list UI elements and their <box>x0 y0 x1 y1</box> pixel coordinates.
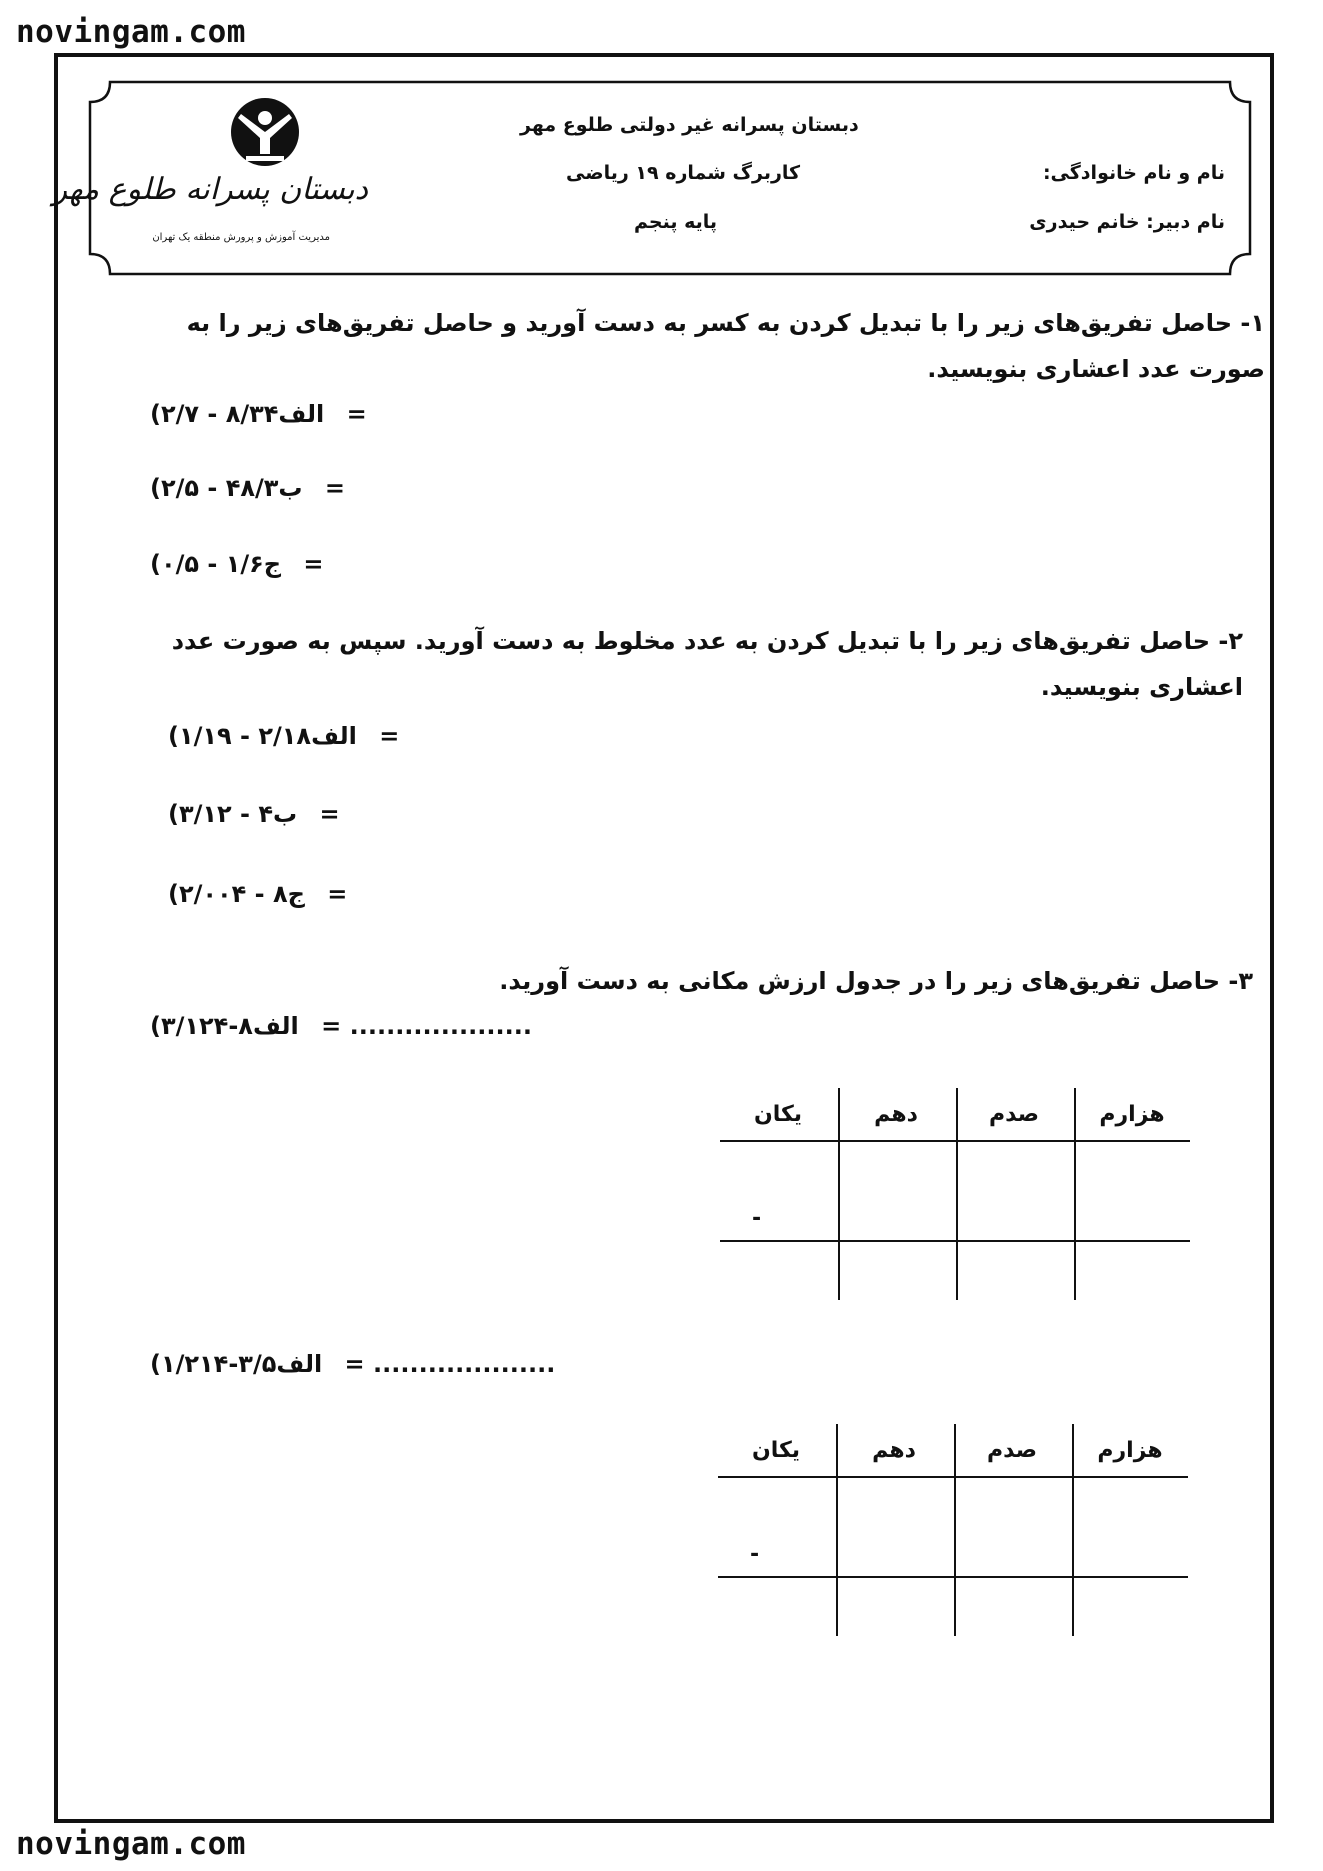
watermark-top: novingam.com <box>16 14 246 50</box>
item-label: (ب <box>150 474 303 502</box>
table-column-divider <box>954 1424 956 1636</box>
table-column-divider <box>956 1088 958 1300</box>
header-units: یکان <box>753 1102 803 1127</box>
watermark-bottom: novingam.com <box>16 1826 246 1862</box>
worksheet-title: کاربرگ شماره ۱۹ ریاضی <box>566 162 801 184</box>
item-label: (ج <box>168 880 305 908</box>
table-rule <box>720 1140 1190 1142</box>
question-3-text: ۳- حاصل تفریق‌های زیر را در جدول ارزش مکانی به دست آورید. <box>499 967 1253 995</box>
logo-name: دبستان پسرانه طلوع مهر <box>52 172 368 207</box>
student-name-label: نام و نام خانوادگی: <box>1042 162 1225 184</box>
grade-label: پایه پنجم <box>634 211 718 233</box>
item-label: (الف <box>168 722 357 750</box>
q2-item-c <box>168 880 347 908</box>
table-rule <box>720 1240 1190 1242</box>
header-units: یکان <box>751 1438 801 1463</box>
teacher-label: نام دبیر: خانم حیدری <box>1029 211 1225 233</box>
header-thousandths: هزارم <box>1099 1102 1165 1127</box>
q2-item-a <box>168 722 399 750</box>
logo-subtitle: مدیریت آموزش و پرورش منطقه یک تهران <box>152 232 330 243</box>
item-expression: ۴۸/۳ - ۲/۵ = <box>160 474 346 502</box>
header-tenths: دهم <box>874 1102 918 1127</box>
school-title: دبستان پسرانه غیر دولتی طلوع مهر <box>520 114 859 136</box>
table-rule <box>718 1476 1188 1478</box>
question-2-text: ۲- حاصل تفریق‌های زیر را با تبدیل کردن به عدد مخلوط به دست آورید. سپس به صورت عدد اعشاری بنویسید. <box>171 627 1243 701</box>
item-label: (الف <box>150 1350 323 1378</box>
item-expression: ۴ - ۳/۱۲ = <box>178 800 340 828</box>
q3-item-b <box>150 1350 555 1378</box>
item-expression: ۱/۶ - ۰/۵ = <box>160 550 324 578</box>
table-column-divider <box>836 1424 838 1636</box>
header-tenths: دهم <box>872 1438 916 1463</box>
table-rule <box>718 1576 1188 1578</box>
place-value-table-2 <box>718 1424 1188 1644</box>
item-label: (ب <box>168 800 298 828</box>
table-column-divider <box>1074 1088 1076 1300</box>
minus-sign: - <box>752 1206 762 1231</box>
q3-item-a <box>150 1012 532 1040</box>
header-hundredths: صدم <box>986 1438 1038 1463</box>
q1-item-a <box>150 400 367 428</box>
table-column-divider <box>838 1088 840 1300</box>
q2-item-b <box>168 800 340 828</box>
header-hundredths: صدم <box>988 1102 1040 1127</box>
item-expression: ۸-۳/۱۲۴ = .................... <box>160 1012 532 1040</box>
item-label: (الف <box>150 1012 299 1040</box>
header-thousandths: هزارم <box>1097 1438 1163 1463</box>
item-expression: ۳/۵-۱/۲۱۴ = .................... <box>160 1350 556 1378</box>
table-column-divider <box>1072 1424 1074 1636</box>
minus-sign: - <box>750 1542 760 1567</box>
place-value-table-1 <box>720 1088 1190 1308</box>
item-expression: ۸/۳۴ - ۲/۷ = <box>160 400 367 428</box>
q1-item-c <box>150 550 324 578</box>
item-expression: ۸ - ۲/۰۰۴ = <box>178 880 348 908</box>
question-1-text: ۱- حاصل تفریق‌های زیر را با تبدیل کردن به کسر به دست آورید و حاصل تفریق‌های زیر را به صورت عدد اعشاری بنویسید. <box>186 309 1265 383</box>
item-expression: ۲/۱۸ - ۱/۱۹ = <box>178 722 400 750</box>
item-label: (الف <box>150 400 325 428</box>
q1-item-b <box>150 474 345 502</box>
item-label: (ج <box>150 550 282 578</box>
